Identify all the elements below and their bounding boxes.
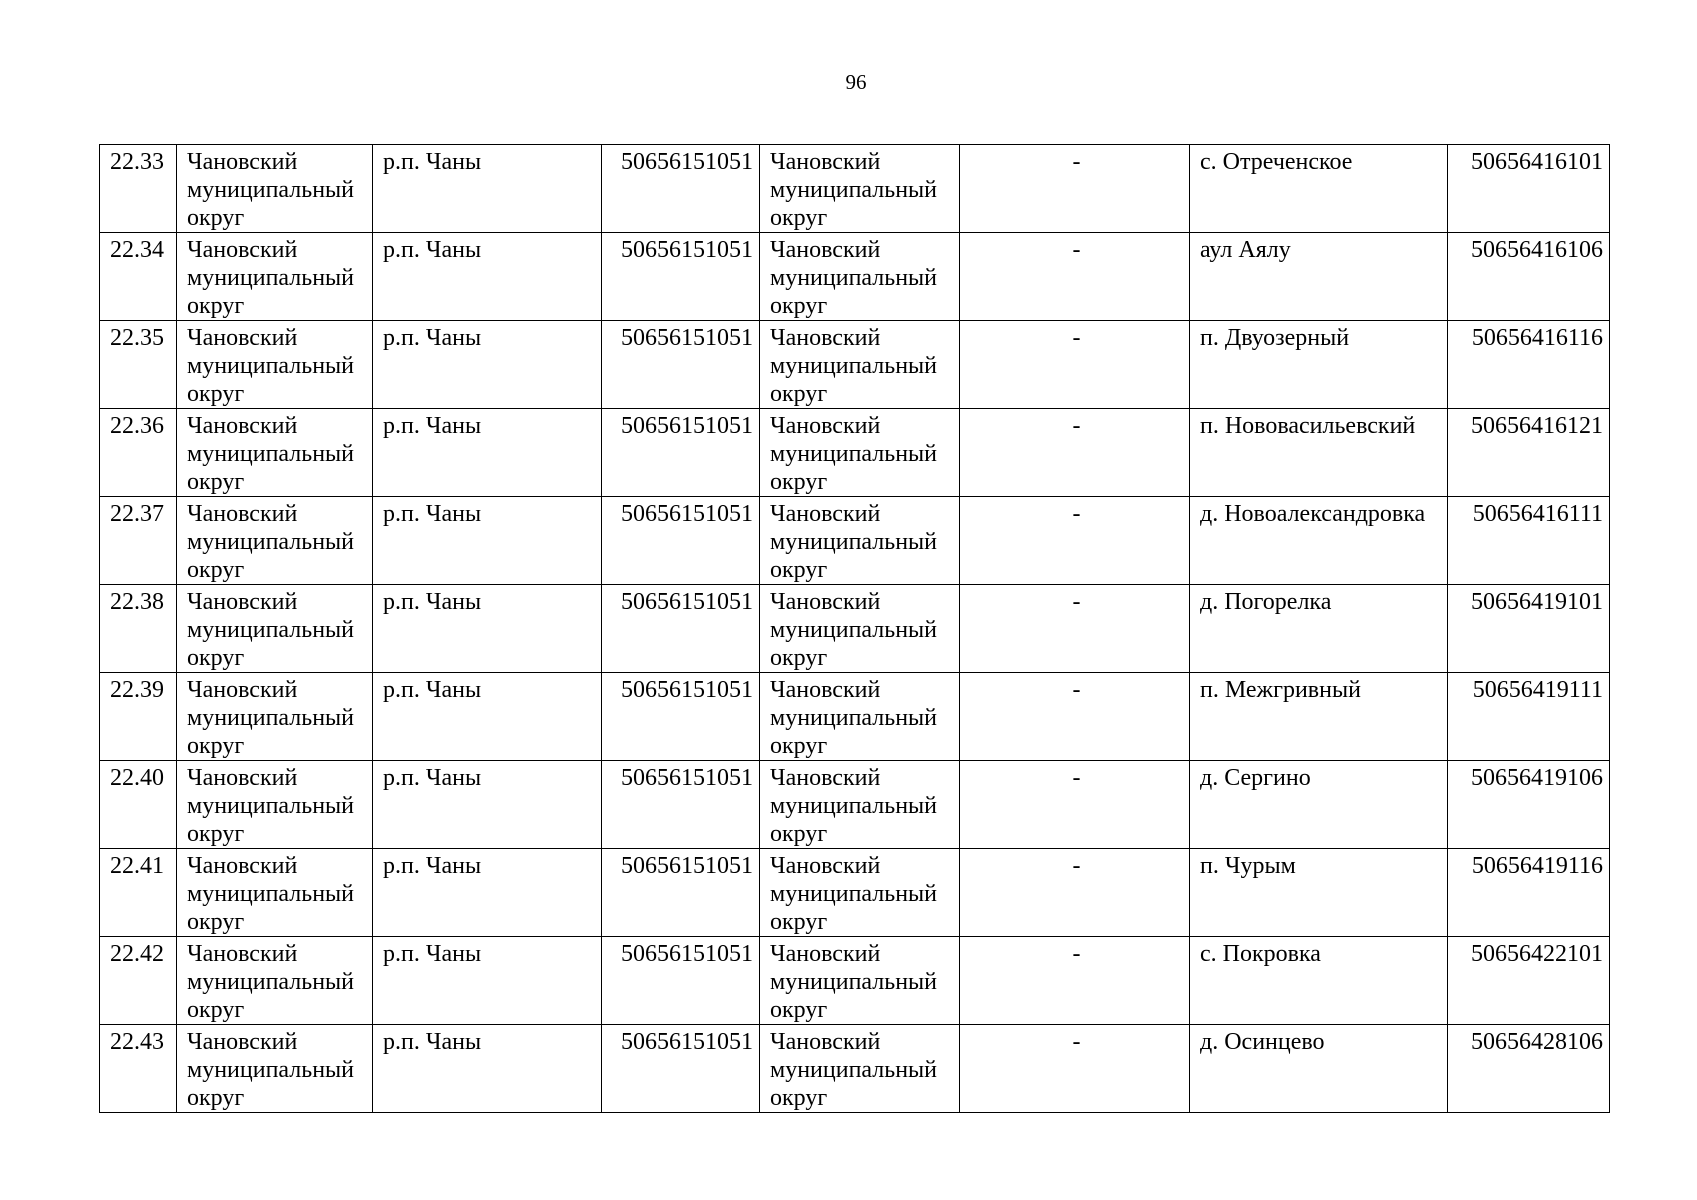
settlement-code-cell: 50656419116 bbox=[1448, 849, 1610, 937]
table-row bbox=[100, 233, 1610, 321]
empty-value-cell: - bbox=[960, 1025, 1190, 1113]
district-cell: Чановский муниципальный округ bbox=[177, 1025, 373, 1113]
settlement-name-cell: д. Погорелка bbox=[1190, 585, 1448, 673]
row-number-cell: 22.41 bbox=[100, 849, 177, 937]
admin-center-code-cell: 50656151051 bbox=[602, 145, 760, 233]
settlement-name-cell: с. Отреченское bbox=[1190, 145, 1448, 233]
admin-center-code-cell: 50656151051 bbox=[602, 233, 760, 321]
municipal-area-cell: Чановский муниципальный округ bbox=[760, 1025, 960, 1113]
row-number-cell: 22.34 bbox=[100, 233, 177, 321]
settlement-code-cell: 50656419101 bbox=[1448, 585, 1610, 673]
district-cell: Чановский муниципальный округ bbox=[177, 497, 373, 585]
settlement-code-cell: 50656416101 bbox=[1448, 145, 1610, 233]
row-number-cell: 22.35 bbox=[100, 321, 177, 409]
settlement-code-cell: 50656416116 bbox=[1448, 321, 1610, 409]
settlement-registry-table bbox=[99, 144, 1610, 1113]
empty-value-cell: - bbox=[960, 673, 1190, 761]
settlement-name-cell: д. Новоалександровка bbox=[1190, 497, 1448, 585]
empty-value-cell: - bbox=[960, 585, 1190, 673]
municipal-area-cell: Чановский муниципальный округ bbox=[760, 761, 960, 849]
settlement-name-cell: д. Осинцево bbox=[1190, 1025, 1448, 1113]
district-cell: Чановский муниципальный округ bbox=[177, 761, 373, 849]
municipal-area-cell: Чановский муниципальный округ bbox=[760, 849, 960, 937]
admin-center-code-cell: 50656151051 bbox=[602, 409, 760, 497]
row-number-cell: 22.38 bbox=[100, 585, 177, 673]
settlement-name-cell: с. Покровка bbox=[1190, 937, 1448, 1025]
settlement-name-cell: д. Сергино bbox=[1190, 761, 1448, 849]
settlement-code-cell: 50656416111 bbox=[1448, 497, 1610, 585]
settlement-code-cell: 50656419106 bbox=[1448, 761, 1610, 849]
admin-center-code-cell: 50656151051 bbox=[602, 321, 760, 409]
table-row bbox=[100, 585, 1610, 673]
admin-center-cell: р.п. Чаны bbox=[373, 145, 602, 233]
row-number-cell: 22.36 bbox=[100, 409, 177, 497]
table-row bbox=[100, 409, 1610, 497]
empty-value-cell: - bbox=[960, 849, 1190, 937]
admin-center-cell: р.п. Чаны bbox=[373, 233, 602, 321]
district-cell: Чановский муниципальный округ bbox=[177, 673, 373, 761]
table-body bbox=[100, 145, 1610, 1113]
admin-center-cell: р.п. Чаны bbox=[373, 673, 602, 761]
empty-value-cell: - bbox=[960, 145, 1190, 233]
admin-center-cell: р.п. Чаны bbox=[373, 849, 602, 937]
settlement-code-cell: 50656416121 bbox=[1448, 409, 1610, 497]
municipal-area-cell: Чановский муниципальный округ bbox=[760, 497, 960, 585]
admin-center-code-cell: 50656151051 bbox=[602, 497, 760, 585]
empty-value-cell: - bbox=[960, 761, 1190, 849]
admin-center-code-cell: 50656151051 bbox=[602, 849, 760, 937]
admin-center-cell: р.п. Чаны bbox=[373, 937, 602, 1025]
admin-center-code-cell: 50656151051 bbox=[602, 937, 760, 1025]
admin-center-cell: р.п. Чаны bbox=[373, 409, 602, 497]
settlement-code-cell: 50656416106 bbox=[1448, 233, 1610, 321]
admin-center-cell: р.п. Чаны bbox=[373, 585, 602, 673]
municipal-area-cell: Чановский муниципальный округ bbox=[760, 321, 960, 409]
admin-center-cell: р.п. Чаны bbox=[373, 497, 602, 585]
empty-value-cell: - bbox=[960, 937, 1190, 1025]
municipal-area-cell: Чановский муниципальный округ bbox=[760, 409, 960, 497]
row-number-cell: 22.40 bbox=[100, 761, 177, 849]
admin-center-code-cell: 50656151051 bbox=[602, 673, 760, 761]
table-row bbox=[100, 761, 1610, 849]
table-row bbox=[100, 145, 1610, 233]
admin-center-cell: р.п. Чаны bbox=[373, 1025, 602, 1113]
municipal-area-cell: Чановский муниципальный округ bbox=[760, 233, 960, 321]
district-cell: Чановский муниципальный округ bbox=[177, 849, 373, 937]
municipal-area-cell: Чановский муниципальный округ bbox=[760, 145, 960, 233]
table-row bbox=[100, 937, 1610, 1025]
district-cell: Чановский муниципальный округ bbox=[177, 585, 373, 673]
settlement-name-cell: п. Двуозерный bbox=[1190, 321, 1448, 409]
settlement-code-cell: 50656422101 bbox=[1448, 937, 1610, 1025]
district-cell: Чановский муниципальный округ bbox=[177, 321, 373, 409]
admin-center-cell: р.п. Чаны bbox=[373, 761, 602, 849]
settlement-name-cell: аул Аялу bbox=[1190, 233, 1448, 321]
municipal-area-cell: Чановский муниципальный округ bbox=[760, 585, 960, 673]
empty-value-cell: - bbox=[960, 409, 1190, 497]
district-cell: Чановский муниципальный округ bbox=[177, 233, 373, 321]
settlement-name-cell: п. Нововасильевский bbox=[1190, 409, 1448, 497]
municipal-area-cell: Чановский муниципальный округ bbox=[760, 673, 960, 761]
page-number: 96 bbox=[845, 70, 867, 94]
district-cell: Чановский муниципальный округ bbox=[177, 937, 373, 1025]
empty-value-cell: - bbox=[960, 497, 1190, 585]
settlement-code-cell: 50656428106 bbox=[1448, 1025, 1610, 1113]
district-cell: Чановский муниципальный округ bbox=[177, 145, 373, 233]
table-row bbox=[100, 673, 1610, 761]
empty-value-cell: - bbox=[960, 321, 1190, 409]
row-number-cell: 22.37 bbox=[100, 497, 177, 585]
admin-center-code-cell: 50656151051 bbox=[602, 1025, 760, 1113]
empty-value-cell: - bbox=[960, 233, 1190, 321]
admin-center-code-cell: 50656151051 bbox=[602, 585, 760, 673]
row-number-cell: 22.42 bbox=[100, 937, 177, 1025]
table-row bbox=[100, 497, 1610, 585]
settlement-name-cell: п. Чурым bbox=[1190, 849, 1448, 937]
table-row bbox=[100, 1025, 1610, 1113]
district-cell: Чановский муниципальный округ bbox=[177, 409, 373, 497]
table-row bbox=[100, 321, 1610, 409]
admin-center-cell: р.п. Чаны bbox=[373, 321, 602, 409]
row-number-cell: 22.39 bbox=[100, 673, 177, 761]
row-number-cell: 22.43 bbox=[100, 1025, 177, 1113]
table-row bbox=[100, 849, 1610, 937]
admin-center-code-cell: 50656151051 bbox=[602, 761, 760, 849]
settlement-name-cell: п. Межгривный bbox=[1190, 673, 1448, 761]
settlement-code-cell: 50656419111 bbox=[1448, 673, 1610, 761]
municipal-area-cell: Чановский муниципальный округ bbox=[760, 937, 960, 1025]
row-number-cell: 22.33 bbox=[100, 145, 177, 233]
